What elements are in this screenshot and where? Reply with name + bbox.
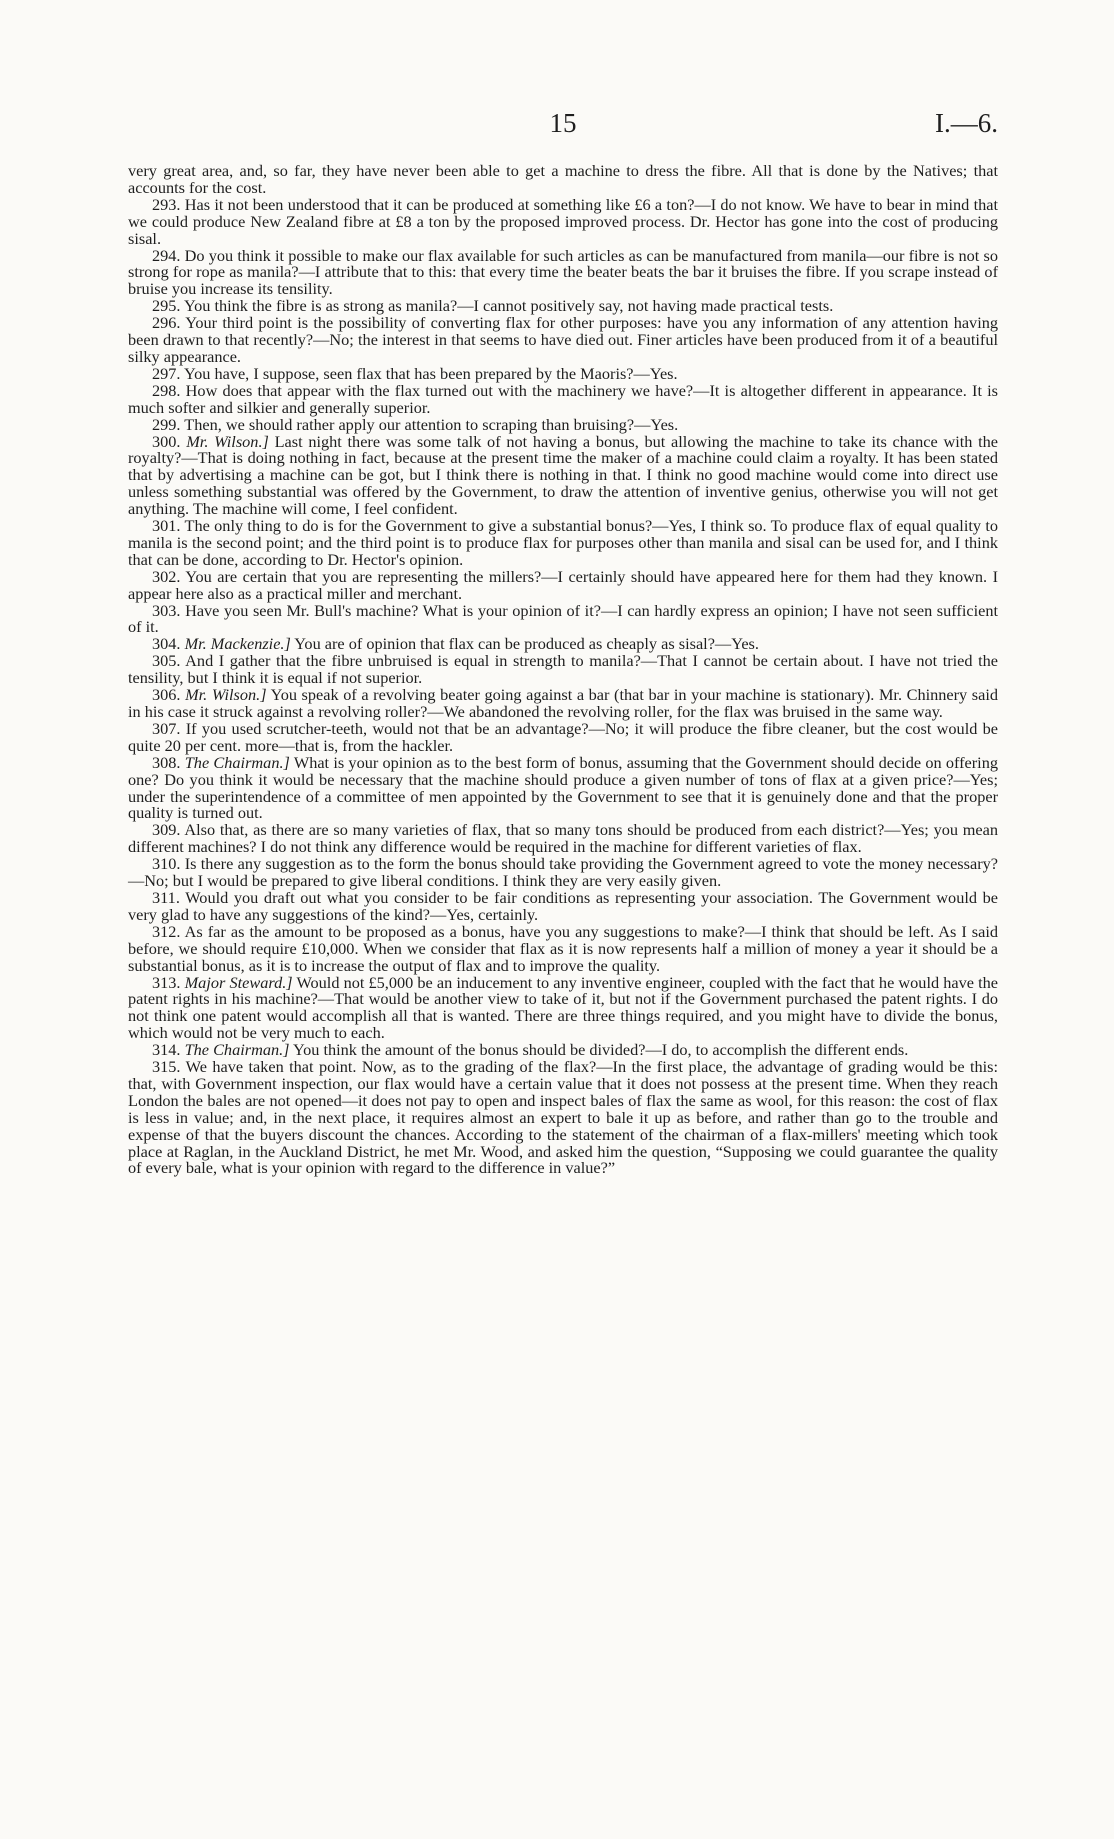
question-number: 311. [152, 887, 180, 907]
paragraph-text: How does that appear with the flax turned out with the machinery we have?—It is altogether different in appearance. It is much softer and silkier and generally superior. [128, 380, 998, 417]
paragraph-text: You think the fibre is as strong as manila?—I cannot positively say, not having made practical tests. [183, 296, 834, 316]
question-300 [128, 431, 999, 519]
question-number: 298. [152, 380, 181, 400]
question-309 [128, 822, 998, 856]
question-302 [128, 566, 998, 603]
paragraph-text: If you used scrutcher-teeth, would not that be an advantage?—No; it will produce the fibre cleaner, but the cost would be quite 20 per cent. more—that is, from the hackler. [128, 718, 998, 755]
question-305 [128, 653, 998, 687]
paragraph-text: You are certain that you are representing the millers?—I certainly should have appeared here for them had they known. I appear here also as a practical miller and merchant. [128, 566, 998, 603]
question-308 [128, 752, 998, 823]
paragraph-text: Has it not been understood that it can be produced at something like £6 a ton?—I do not know. We have to bear in mind that we could produce New Zealand fibre at £8 a ton by the proposed improved process. Dr. Hector has gone into the cost of producing sisal. [128, 194, 998, 248]
question-number: 295. [152, 296, 181, 316]
question-number: 297. [152, 363, 181, 383]
paragraph-text: very great area, and, so far, they have never been able to get a machine to dress the fibre. All that is done by the Natives; that accounts for the cost. [128, 161, 998, 197]
paragraph-text: You think the amount of the bonus should be divided?—I do, to accomplish the different ends. [293, 1040, 909, 1060]
question-number: 315. [152, 1057, 181, 1077]
question-number: 307. [152, 718, 181, 738]
question-number: 305. [152, 651, 181, 671]
paragraph-text: Have you seen Mr. Bull's machine? What is your opinion of it?—I can hardly express an opinion; I have not seen sufficient of it. [128, 600, 998, 637]
question-315 [128, 1059, 998, 1177]
question-303 [128, 600, 998, 637]
paragraph [128, 163, 998, 197]
paragraph-text: Do you think it possible to make our flax available for such articles as can be manufactured from manila—our fibre is not so strong for rope as manila?—I attribute that to this: that every time the beater beats the bar it bruises the fibre. If you scrape instead of bruise you increase its tensility. [128, 245, 998, 299]
question-312 [128, 921, 999, 975]
question-number: 300. [152, 431, 181, 451]
paragraph-text: You speak of a revolving beater going against a bar (that bar in your machine is stationary). Mr. Chinnery said in his case it struck against a revolving roller?—We abandoned the revolving roller, for the flax was bruised in the same way. [128, 685, 999, 721]
question-number: 296. [152, 313, 181, 333]
question-number: 303. [152, 600, 181, 620]
question-number: 299. [152, 414, 181, 434]
question-number: 310. [152, 854, 181, 874]
question-number: 293. [152, 194, 181, 214]
paragraph-text: Also that, as there are so many varieties of flax, that so many tons should be produced from each district?—Yes; you mean different machines? I do not think any difference would be required in the machine for different varieties of flax. [128, 820, 999, 857]
question-number: 304. [152, 634, 181, 654]
question-301 [128, 518, 998, 569]
question-298 [128, 380, 998, 417]
paragraph-text: You have, I suppose, seen flax that has been prepared by the Maoris?—Yes. [183, 363, 678, 383]
paragraph-text: The only thing to do is for the Government to give a substantial bonus?—Yes, I think so. To produce flax of equal quality to manila is the second point; and the third point is to produce flax for purposes other than manila and sisal can be used for, and I think that can be done, according to Dr. Hector's opinion. [128, 516, 998, 569]
speaker-name: The Chairman.] [184, 752, 290, 772]
question-number: 294. [152, 245, 181, 265]
page-body [128, 163, 998, 1177]
speaker-name: Mr. Wilson.] [186, 431, 269, 451]
question-313 [128, 972, 998, 1043]
paragraph-text: We have taken that point. Now, as to the grading of the flax?—In the first place, the advantage of grading would be this: that, with Government inspection, our flax would have a certain value that it does not possess at the present time. When they reach London the bales are not opened—it does not pay to open and inspect bales of flax the same as wool, for this reason: the cost of flax is less in value; and, in the next place, it requires almost an expert to bale it up as before, and rather than go to the trouble and expense of that the buyers discount the chances. According to the statement of the chairman of a flax-millers' meeting which took place at Raglan, in the Auckland District, he met Mr. Wood, and asked him the question, “Supposing we could guarantee the quality of every bale, what is your opinion with regard to the difference in value?” [128, 1057, 998, 1178]
paragraph-text: And I gather that the fibre unbruised is equal in strength to manila?—That I cannot be certain about. I have not tried the tensility, but I think it is equal if not superior. [128, 651, 998, 688]
speaker-name: Mr. Wilson.] [185, 685, 267, 705]
question-number: 313. [152, 972, 181, 992]
question-number: 301. [152, 516, 181, 536]
question-306 [128, 687, 998, 721]
question-307 [128, 718, 998, 755]
question-number: 312. [152, 921, 181, 941]
paragraph-text: You are of opinion that flax can be produced as cheaply as sisal?—Yes. [294, 634, 759, 654]
question-293 [128, 194, 998, 248]
speaker-name: Major Steward.] [184, 972, 293, 992]
paragraph-text: As far as the amount to be proposed as a bonus, have you any suggestions to make?—I think that should be left. As I said before, we should require £10,000. When we consider that flax as it is now represents half a million of money a year it should be a substantial bonus, as it is to increase the output of flax and to improve the quality. [128, 921, 999, 975]
speaker-name: Mr. Mackenzie.] [184, 634, 291, 654]
question-number: 308. [152, 752, 181, 772]
paragraph-text: Last night there was some talk of not having a bonus, but allowing the machine to take its chance with the royalty?—That is doing nothing in fact, because at the present time the maker of a machine could claim a royalty. It has been stated that by advertising a machine can be got, but I think there is nothing in that. I think no good machine would come into direct use unless something substantial was offered by the Government, to draw the attention of inventive genius, otherwise you will not get anything. The machine will come, I feel confident. [128, 431, 999, 519]
paragraph-text: Would you draft out what you consider to be fair conditions as representing your association. The Government would be very glad to have any suggestions of the kind?—Yes, certainly. [128, 887, 998, 924]
question-number: 314. [152, 1040, 181, 1060]
paragraph-text: Then, we should rather apply our attention to scraping than bruising?—Yes. [184, 414, 679, 434]
paragraph-text: Would not £5,000 be an inducement to any inventive engineer, coupled with the fact that he would have the patent rights in his machine?—That would be another view to take of it, but not if the Government purchased the patent rights. I do not think one patent would accomplish all that is wanted. There are three things required, and you might have to divide the bonus, which would not be very much to each. [128, 972, 998, 1043]
question-311 [128, 887, 998, 924]
question-number: 309. [152, 820, 181, 840]
page-number: 15 [549, 108, 577, 138]
question-number: 306. [152, 685, 181, 705]
question-number: 302. [152, 566, 181, 586]
paragraph-text: What is your opinion as to the best form of bonus, assuming that the Government should decide on offering one? Do you think it would be necessary that the machine should produce a given number of tons of flax at a given price?—Yes; under the superintendence of a committee of men appointed by the Government to see that it is genuinely done and that the proper quality is turned out. [128, 752, 998, 823]
speaker-name: The Chairman.] [184, 1040, 290, 1060]
question-296 [128, 315, 998, 366]
question-310 [128, 856, 998, 890]
page-header [128, 108, 998, 144]
paragraph-text: Is there any suggestion as to the form the bonus should take providing the Government agreed to vote the money necessary?—No; but I would be prepared to give liberal conditions. I think they are very easily given. [128, 854, 998, 891]
paragraph-text: Your third point is the possibility of converting flax for other purposes: have you any information of any attention having been drawn to that recently?—No; the interest in that seems to have died out. Finer articles have been produced from it of a beautiful silky appearance. [128, 313, 999, 366]
question-294 [128, 245, 998, 299]
document-reference: I.—6. [935, 108, 998, 138]
